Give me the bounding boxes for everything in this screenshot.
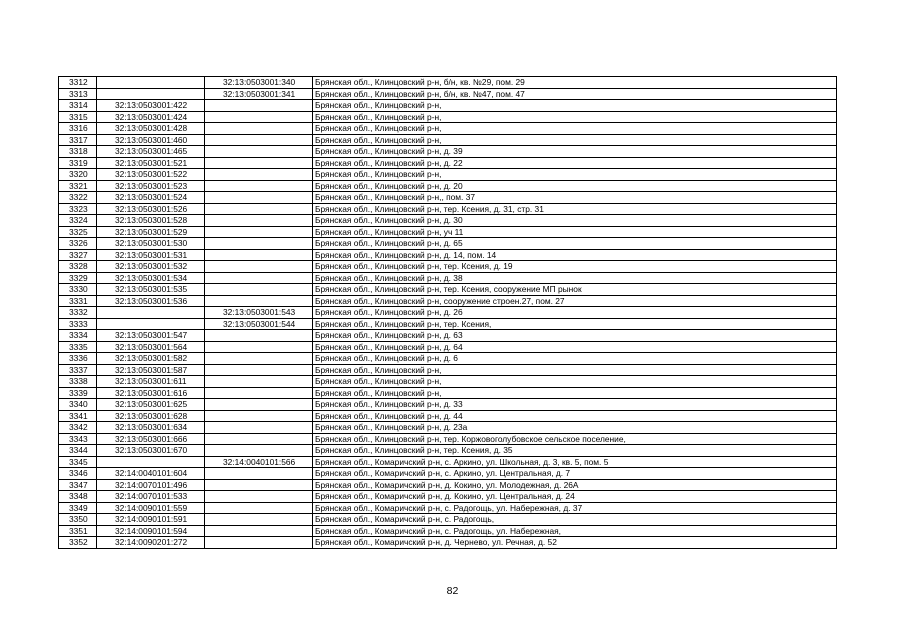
table-row (59, 238, 837, 250)
related-cadastral-number-cell (205, 376, 313, 388)
cadastral-number-cell: 32:13:0503001:521 (97, 157, 205, 169)
table-row (59, 318, 837, 330)
table-row (59, 100, 837, 112)
table-row (59, 376, 837, 388)
row-number-cell: 3314 (59, 100, 97, 112)
row-number-cell: 3341 (59, 410, 97, 422)
row-number-cell: 3313 (59, 88, 97, 100)
address-cell: Брянская обл., Клинцовский р-н, д. 6 (313, 353, 837, 365)
page-number: 82 (446, 585, 459, 597)
related-cadastral-number-cell (205, 330, 313, 342)
related-cadastral-number-cell (205, 468, 313, 480)
address-cell: Брянская обл., Клинцовский р-н, уч 11 (313, 226, 837, 238)
address-cell: Брянская обл., Клинцовский р-н, тер. Ксения, сооружение МП рынок (313, 284, 837, 296)
cadastral-number-cell: 32:13:0503001:532 (97, 261, 205, 273)
related-cadastral-number-cell (205, 387, 313, 399)
related-cadastral-number-cell (205, 353, 313, 365)
cadastral-number-cell (97, 318, 205, 330)
address-cell: Брянская обл., Клинцовский р-н, д. 22 (313, 157, 837, 169)
row-number-cell: 3334 (59, 330, 97, 342)
address-cell: Брянская обл., Клинцовский р-н, д. 14, пом. 14 (313, 249, 837, 261)
related-cadastral-number-cell (205, 146, 313, 158)
address-cell: Брянская обл., Клинцовский р-н, д. 26 (313, 307, 837, 319)
related-cadastral-number-cell (205, 295, 313, 307)
cadastral-number-cell: 32:13:0503001:428 (97, 123, 205, 135)
table-row (59, 353, 837, 365)
related-cadastral-number-cell: 32:13:0503001:340 (205, 77, 313, 89)
address-cell: Брянская обл., Комаричский р-н, с. Радогощь, ул. Набережная, (313, 525, 837, 537)
cadastral-number-cell: 32:13:0503001:634 (97, 422, 205, 434)
cadastral-number-cell: 32:13:0503001:534 (97, 272, 205, 284)
related-cadastral-number-cell (205, 169, 313, 181)
related-cadastral-number-cell: 32:13:0503001:543 (205, 307, 313, 319)
row-number-cell: 3324 (59, 215, 97, 227)
address-cell: Брянская обл., Клинцовский р-н, (313, 169, 837, 181)
address-cell: Брянская обл., Комаричский р-н, д. Кокино, ул. Молодежная, д. 26А (313, 479, 837, 491)
address-cell: Брянская обл., Клинцовский р-н, (313, 111, 837, 123)
cadastral-number-cell: 32:13:0503001:526 (97, 203, 205, 215)
table-row (59, 123, 837, 135)
row-number-cell: 3338 (59, 376, 97, 388)
related-cadastral-number-cell: 32:13:0503001:544 (205, 318, 313, 330)
row-number-cell: 3319 (59, 157, 97, 169)
cadastral-number-cell: 32:13:0503001:582 (97, 353, 205, 365)
row-number-cell: 3327 (59, 249, 97, 261)
table-row (59, 226, 837, 238)
address-cell: Брянская обл., Клинцовский р-н, д. 44 (313, 410, 837, 422)
address-cell: Брянская обл., Клинцовский р-н, (313, 134, 837, 146)
table-row (59, 364, 837, 376)
address-cell: Брянская обл., Клинцовский р-н, (313, 387, 837, 399)
cadastral-number-cell (97, 77, 205, 89)
cadastral-number-cell: 32:13:0503001:524 (97, 192, 205, 204)
related-cadastral-number-cell (205, 491, 313, 503)
cadastral-number-cell: 32:13:0503001:522 (97, 169, 205, 181)
address-cell: Брянская обл., Клинцовский р-н, тер. Коржовоголубовское сельское поселение, (313, 433, 837, 445)
related-cadastral-number-cell (205, 284, 313, 296)
address-cell: Брянская обл., Клинцовский р-н, д. 20 (313, 180, 837, 192)
row-number-cell: 3348 (59, 491, 97, 503)
table-row (59, 215, 837, 227)
related-cadastral-number-cell (205, 123, 313, 135)
row-number-cell: 3322 (59, 192, 97, 204)
cadastral-number-cell: 32:14:0090101:591 (97, 514, 205, 526)
address-cell: Брянская обл., Клинцовский р-н, (313, 376, 837, 388)
table-row (59, 387, 837, 399)
address-cell: Брянская обл., Комаричский р-н, д. Кокино, ул. Центральная, д. 24 (313, 491, 837, 503)
table-row (59, 180, 837, 192)
table-row (59, 307, 837, 319)
cadastral-number-cell: 32:13:0503001:424 (97, 111, 205, 123)
related-cadastral-number-cell (205, 203, 313, 215)
cadastral-number-cell: 32:13:0503001:529 (97, 226, 205, 238)
address-cell: Брянская обл., Комаричский р-н, с. Аркино, ул. Центральная, д. 7 (313, 468, 837, 480)
row-number-cell: 3342 (59, 422, 97, 434)
table-row (59, 525, 837, 537)
row-number-cell: 3335 (59, 341, 97, 353)
row-number-cell: 3337 (59, 364, 97, 376)
row-number-cell: 3333 (59, 318, 97, 330)
address-cell: Брянская обл., Клинцовский р-н, д. 38 (313, 272, 837, 284)
address-cell: Брянская обл., Клинцовский р-н, д. 39 (313, 146, 837, 158)
related-cadastral-number-cell (205, 410, 313, 422)
cadastral-number-cell: 32:13:0503001:528 (97, 215, 205, 227)
table-row (59, 445, 837, 457)
address-cell: Брянская обл., Комаричский р-н, с. Радогощь, (313, 514, 837, 526)
address-cell: Брянская обл., Клинцовский р-н, тер. Ксения, д. 19 (313, 261, 837, 273)
table-row (59, 169, 837, 181)
related-cadastral-number-cell (205, 537, 313, 549)
address-cell: Брянская обл., Клинцовский р-н, д. 64 (313, 341, 837, 353)
table-row (59, 468, 837, 480)
table-row (59, 410, 837, 422)
row-number-cell: 3345 (59, 456, 97, 468)
address-cell: Брянская обл., Клинцовский р-н, д. 63 (313, 330, 837, 342)
related-cadastral-number-cell (205, 514, 313, 526)
related-cadastral-number-cell (205, 341, 313, 353)
row-number-cell: 3318 (59, 146, 97, 158)
address-cell: Брянская обл., Клинцовский р-н, д. 23а (313, 422, 837, 434)
cadastral-number-cell: 32:14:0070101:533 (97, 491, 205, 503)
row-number-cell: 3349 (59, 502, 97, 514)
related-cadastral-number-cell (205, 100, 313, 112)
cadastral-number-cell (97, 307, 205, 319)
cadastral-number-cell: 32:13:0503001:535 (97, 284, 205, 296)
related-cadastral-number-cell (205, 261, 313, 273)
address-cell: Брянская обл., Комаричский р-н, с. Аркино, ул. Школьная, д. 3, кв. 5, пом. 5 (313, 456, 837, 468)
row-number-cell: 3346 (59, 468, 97, 480)
related-cadastral-number-cell: 32:14:0040101:566 (205, 456, 313, 468)
table-row (59, 330, 837, 342)
table-row (59, 514, 837, 526)
row-number-cell: 3331 (59, 295, 97, 307)
table-row (59, 146, 837, 158)
table-row (59, 479, 837, 491)
related-cadastral-number-cell (205, 157, 313, 169)
related-cadastral-number-cell (205, 445, 313, 457)
cadastral-number-cell: 32:13:0503001:611 (97, 376, 205, 388)
cadastral-number-cell (97, 456, 205, 468)
address-cell: Брянская обл., Клинцовский р-н, (313, 123, 837, 135)
row-number-cell: 3330 (59, 284, 97, 296)
cadastral-number-cell (97, 88, 205, 100)
address-cell: Брянская обл., Клинцовский р-н, д. 30 (313, 215, 837, 227)
address-cell: Брянская обл., Клинцовский р-н, (313, 364, 837, 376)
related-cadastral-number-cell (205, 422, 313, 434)
address-cell: Брянская обл., Клинцовский р-н, тер. Ксения, д. 35 (313, 445, 837, 457)
table-row (59, 134, 837, 146)
row-number-cell: 3344 (59, 445, 97, 457)
address-cell: Брянская обл., Клинцовский р-н, тер. Ксения, (313, 318, 837, 330)
table-row (59, 203, 837, 215)
row-number-cell: 3316 (59, 123, 97, 135)
row-number-cell: 3343 (59, 433, 97, 445)
cadastral-number-cell: 32:14:0070101:496 (97, 479, 205, 491)
table-row (59, 433, 837, 445)
row-number-cell: 3312 (59, 77, 97, 89)
cadastral-number-cell: 32:14:0090101:594 (97, 525, 205, 537)
related-cadastral-number-cell (205, 249, 313, 261)
address-cell: Брянская обл., Клинцовский р-н, б/н, кв. №47, пом. 47 (313, 88, 837, 100)
row-number-cell: 3351 (59, 525, 97, 537)
registry-table-body (59, 77, 837, 549)
table-row (59, 88, 837, 100)
address-cell: Брянская обл., Клинцовский р-н,, пом. 37 (313, 192, 837, 204)
table-row (59, 111, 837, 123)
cadastral-number-cell: 32:13:0503001:530 (97, 238, 205, 250)
cadastral-number-cell: 32:13:0503001:523 (97, 180, 205, 192)
registry-table (58, 76, 837, 549)
related-cadastral-number-cell (205, 134, 313, 146)
table-row (59, 249, 837, 261)
cadastral-number-cell: 32:13:0503001:587 (97, 364, 205, 376)
table-row (59, 399, 837, 411)
related-cadastral-number-cell (205, 226, 313, 238)
cadastral-number-cell: 32:13:0503001:422 (97, 100, 205, 112)
table-row (59, 295, 837, 307)
related-cadastral-number-cell (205, 525, 313, 537)
table-row (59, 157, 837, 169)
cadastral-number-cell: 32:13:0503001:465 (97, 146, 205, 158)
table-row (59, 456, 837, 468)
address-cell: Брянская обл., Клинцовский р-н, тер. Ксения, д. 31, стр. 31 (313, 203, 837, 215)
address-cell: Брянская обл., Клинцовский р-н, д. 33 (313, 399, 837, 411)
address-cell: Брянская обл., Комаричский р-н, д. Чернево, ул. Речная, д. 52 (313, 537, 837, 549)
related-cadastral-number-cell (205, 215, 313, 227)
table-row (59, 261, 837, 273)
cadastral-number-cell: 32:13:0503001:670 (97, 445, 205, 457)
related-cadastral-number-cell (205, 479, 313, 491)
row-number-cell: 3336 (59, 353, 97, 365)
related-cadastral-number-cell (205, 502, 313, 514)
address-cell: Брянская обл., Клинцовский р-н, д. 65 (313, 238, 837, 250)
address-cell: Брянская обл., Комаричский р-н, с. Радогощь, ул. Набережная, д. 37 (313, 502, 837, 514)
related-cadastral-number-cell: 32:13:0503001:341 (205, 88, 313, 100)
cadastral-number-cell: 32:13:0503001:628 (97, 410, 205, 422)
address-cell: Брянская обл., Клинцовский р-н, б/н, кв. №29, пом. 29 (313, 77, 837, 89)
cadastral-number-cell: 32:13:0503001:536 (97, 295, 205, 307)
cadastral-number-cell: 32:14:0090101:559 (97, 502, 205, 514)
row-number-cell: 3340 (59, 399, 97, 411)
row-number-cell: 3317 (59, 134, 97, 146)
row-number-cell: 3350 (59, 514, 97, 526)
cadastral-number-cell: 32:14:0090201:272 (97, 537, 205, 549)
cadastral-number-cell: 32:14:0040101:604 (97, 468, 205, 480)
table-row (59, 284, 837, 296)
cadastral-number-cell: 32:13:0503001:547 (97, 330, 205, 342)
table-row (59, 491, 837, 503)
cadastral-number-cell: 32:13:0503001:666 (97, 433, 205, 445)
row-number-cell: 3323 (59, 203, 97, 215)
cadastral-number-cell: 32:13:0503001:616 (97, 387, 205, 399)
row-number-cell: 3329 (59, 272, 97, 284)
related-cadastral-number-cell (205, 399, 313, 411)
related-cadastral-number-cell (205, 272, 313, 284)
row-number-cell: 3320 (59, 169, 97, 181)
table-row (59, 341, 837, 353)
table-row (59, 77, 837, 89)
cadastral-number-cell: 32:13:0503001:460 (97, 134, 205, 146)
row-number-cell: 3339 (59, 387, 97, 399)
cadastral-number-cell: 32:13:0503001:625 (97, 399, 205, 411)
related-cadastral-number-cell (205, 180, 313, 192)
related-cadastral-number-cell (205, 111, 313, 123)
row-number-cell: 3328 (59, 261, 97, 273)
table-row (59, 192, 837, 204)
related-cadastral-number-cell (205, 364, 313, 376)
table-row (59, 272, 837, 284)
row-number-cell: 3321 (59, 180, 97, 192)
related-cadastral-number-cell (205, 433, 313, 445)
related-cadastral-number-cell (205, 238, 313, 250)
address-cell: Брянская обл., Клинцовский р-н, сооружение строен.27, пом. 27 (313, 295, 837, 307)
row-number-cell: 3325 (59, 226, 97, 238)
address-cell: Брянская обл., Клинцовский р-н, (313, 100, 837, 112)
row-number-cell: 3347 (59, 479, 97, 491)
row-number-cell: 3315 (59, 111, 97, 123)
row-number-cell: 3352 (59, 537, 97, 549)
row-number-cell: 3326 (59, 238, 97, 250)
cadastral-number-cell: 32:13:0503001:564 (97, 341, 205, 353)
cadastral-number-cell: 32:13:0503001:531 (97, 249, 205, 261)
related-cadastral-number-cell (205, 192, 313, 204)
table-row (59, 537, 837, 549)
table-row (59, 422, 837, 434)
row-number-cell: 3332 (59, 307, 97, 319)
table-row (59, 502, 837, 514)
